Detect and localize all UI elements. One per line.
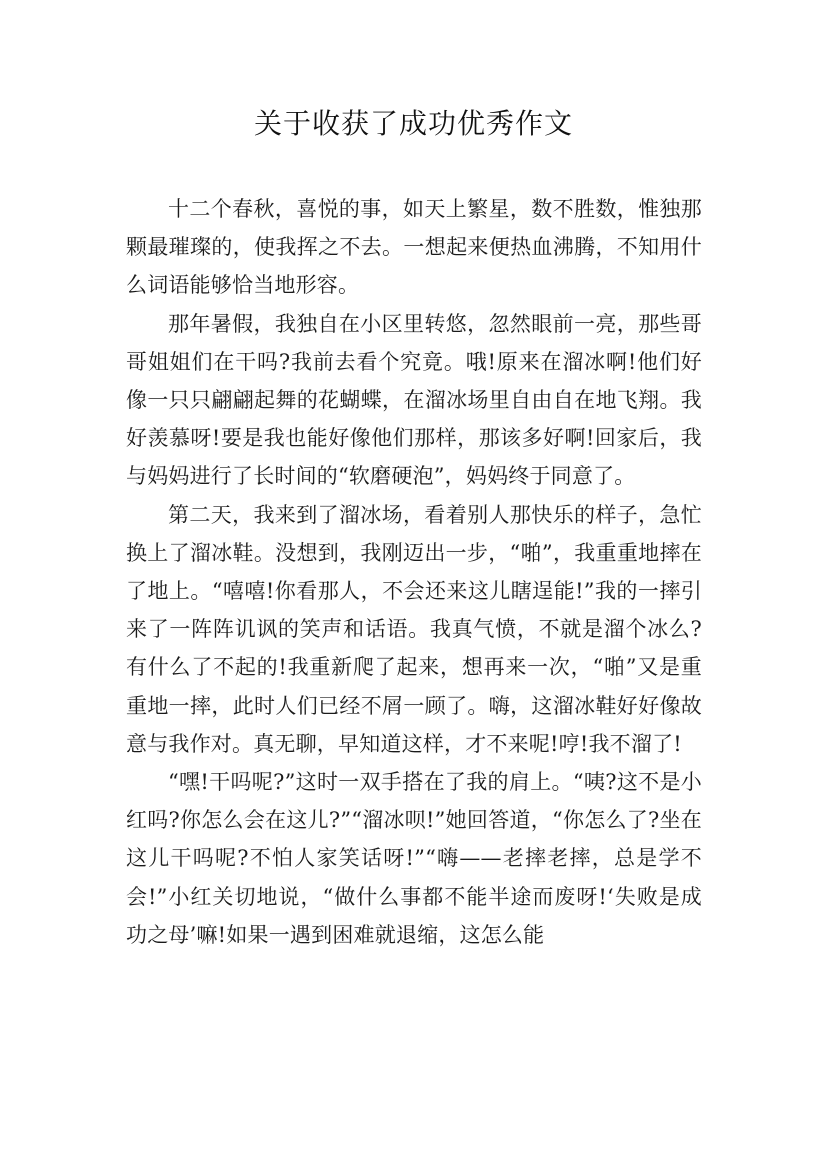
document-body: [126, 190, 702, 954]
paragraph: 第二天，我来到了溜冰场，看着别人那快乐的样子，急忙换上了溜冰鞋。没想到，我刚迈出一步，“啪”，我重重地摔在了地上。“嘻嘻!你看那人，不会还来这儿瞎逞能!”我的一摔引来了一阵阵讥讽的笑声和话语。我真气愤，不就是溜个冰么?有什么了不起的!我重新爬了起来，想再来一次，“啪”又是重重地一摔，此时人们已经不屑一顾了。嗨，这溜冰鞋好好像故意与我作对。真无聊，早知道这样，才不来呢!哼!我不溜了!: [126, 502, 702, 756]
paragraph: 那年暑假，我独自在小区里转悠，忽然眼前一亮，那些哥哥姐姐们在干吗?我前去看个究竟。哦!原来在溜冰啊!他们好像一只只翩翩起舞的花蝴蝶，在溜冰场里自由自在地飞翔。我好羡慕呀!要是我也能好像他们那样，那该多好啊!回家后，我与妈妈进行了长时间的“软磨硬泡”，妈妈终于同意了。: [126, 311, 702, 489]
paragraph: 十二个春秋，喜悦的事，如天上繁星，数不胜数，惟独那颗最璀璨的，使我挥之不去。一想起来便热血沸腾，不知用什么词语能够恰当地形容。: [126, 197, 702, 298]
paragraph: “嘿!干吗呢?”这时一双手搭在了我的肩上。“咦?这不是小红吗?你怎么会在这儿?”“溜冰呗!”她回答道，“你怎么了?坐在这儿干吗呢?不怕人家笑话呀!”“嗨——老摔老摔，总是学不会!”小红关切地说，“做什么事都不能半途而废呀!‘失败是成功之母’嘛!如果一遇到困难就退缩，这怎么能: [126, 770, 702, 947]
document-title: 关于收获了成功优秀作文: [253, 107, 573, 140]
